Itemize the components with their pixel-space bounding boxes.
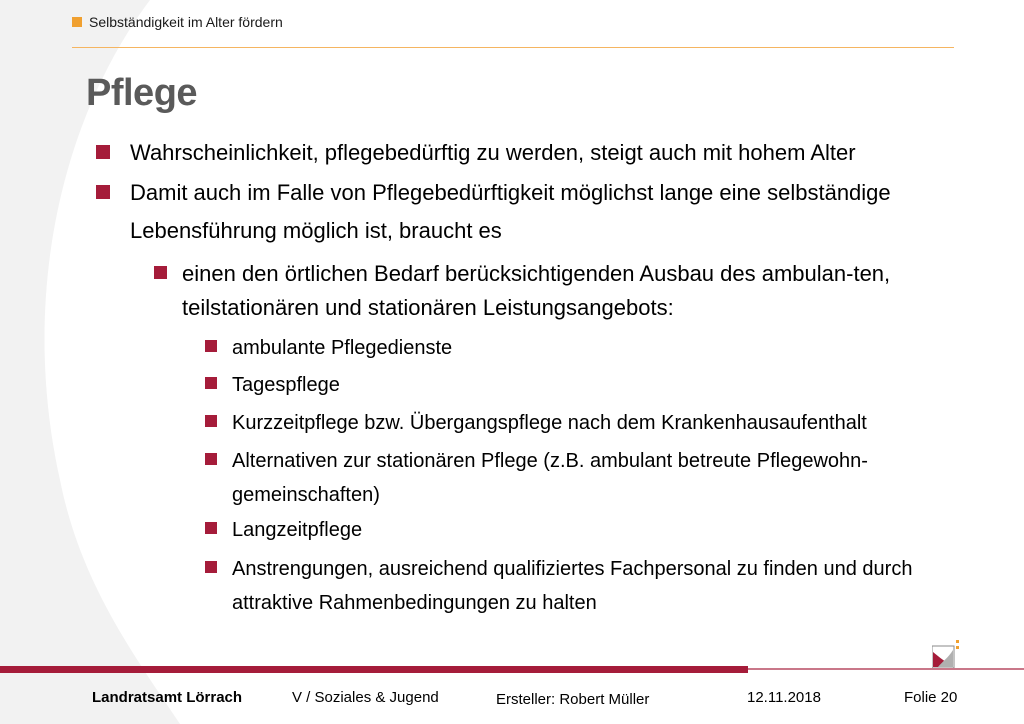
footer-date: 12.11.2018 <box>747 689 821 706</box>
square-bullet-icon <box>96 145 110 159</box>
sub-sub-bullet-item <box>205 513 945 547</box>
square-bullet-icon <box>205 377 217 389</box>
bullet-text: Damit auch im Falle von Pflegebedürftigkeit möglichst lange eine selbständige Lebensführung möglich ist, braucht es <box>130 180 891 243</box>
footer-organization: Landratsamt Lörrach <box>92 689 243 706</box>
square-bullet-icon <box>205 340 217 352</box>
sub-sub-bullet-item <box>205 406 945 440</box>
bullet-item <box>96 174 956 250</box>
square-bullet-icon <box>154 266 167 279</box>
bullet-item <box>96 134 956 172</box>
sub-sub-bullet-text: Anstrengungen, ausreichend qualifiziertes Fachpersonal zu finden und durch attraktive Rahmenbedingungen zu halten <box>232 558 913 614</box>
square-bullet-icon <box>205 453 217 465</box>
footer-slide-number: Folie 20 <box>904 689 958 706</box>
slide-title: Pflege <box>86 72 198 114</box>
square-bullet-icon <box>205 522 217 534</box>
footer-author: Ersteller: Robert Müller <box>496 691 650 708</box>
sub-sub-bullet-item <box>205 368 945 402</box>
sub-sub-bullet-text: Alternativen zur stationären Pflege (z.B. ambulant betreute Pflegewohn-gemeinschaften) <box>232 450 868 506</box>
sub-sub-bullet-text: Langzeitpflege <box>232 519 363 541</box>
square-bullet-icon <box>205 415 217 427</box>
sub-sub-bullet-text: ambulante Pflegedienste <box>232 337 453 359</box>
sub-bullet-text: einen den örtlichen Bedarf berücksichtigenden Ausbau des ambulan-ten, teilstationären und stationären Leistungsangebots: <box>182 261 891 320</box>
sub-sub-bullet-item <box>205 444 945 512</box>
sub-sub-bullet-item <box>205 331 945 365</box>
bullet-text: Wahrscheinlichkeit, pflegebedürftig zu werden, steigt auch mit hohem Alter <box>130 140 856 165</box>
sub-sub-bullet-text: Kurzzeitpflege bzw. Übergangspflege nach dem Krankenhausaufenthalt <box>232 412 867 434</box>
square-bullet-icon <box>96 185 110 199</box>
section-title: Selbständigkeit im Alter fördern <box>89 14 283 30</box>
sub-bullet-item <box>154 257 944 325</box>
footer-department: V / Soziales & Jugend <box>292 689 439 706</box>
sub-sub-bullet-text: Tagespflege <box>232 374 340 396</box>
sub-sub-bullet-item <box>205 552 945 620</box>
square-bullet-icon <box>205 561 217 573</box>
